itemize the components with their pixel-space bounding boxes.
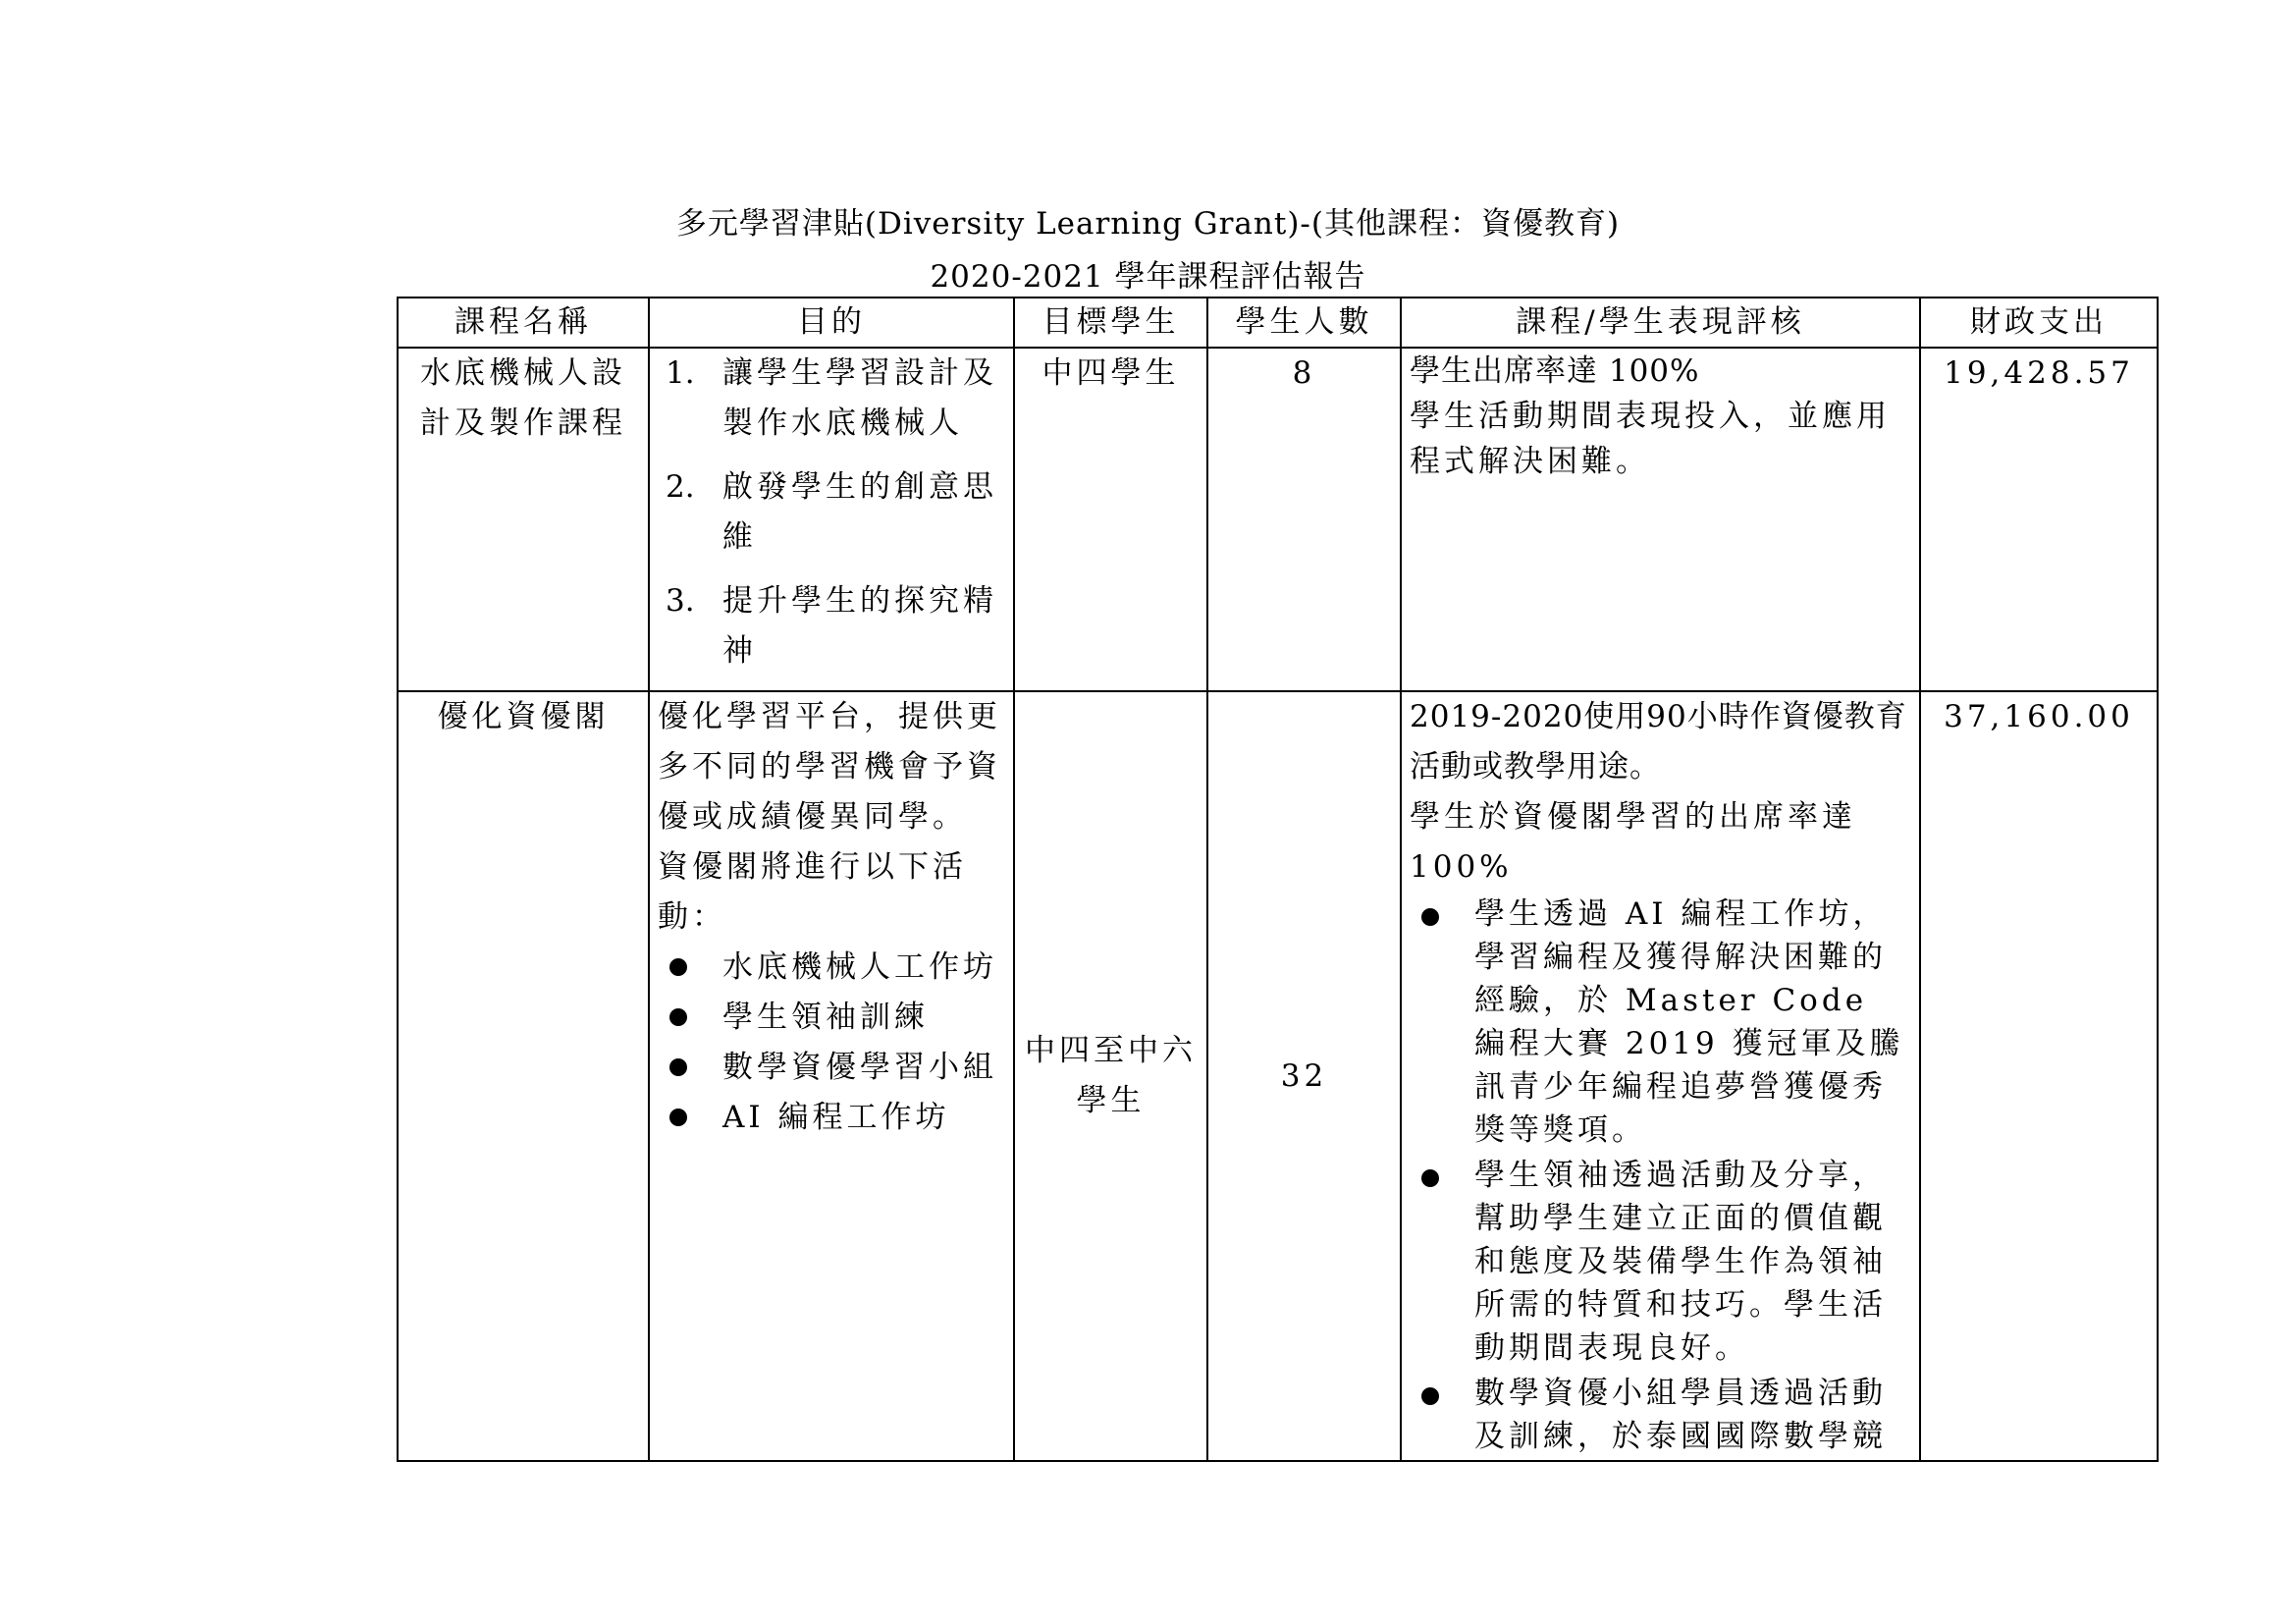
item-text: 水底機械人工作坊 [722, 949, 997, 985]
aims-cell [649, 348, 1014, 691]
header-course-name: 課程名稱 [398, 298, 649, 348]
evaluation-text: 學生出席率達 100% [1410, 353, 1700, 389]
list-item [658, 576, 1005, 677]
evaluation-cell [1401, 348, 1920, 691]
evaluation-cell [1401, 691, 1920, 1461]
list-item [1410, 1372, 1911, 1458]
table-row [398, 348, 2158, 691]
header-evaluation: 課程/學生表現評核 [1401, 298, 1920, 348]
bullet-icon [669, 1109, 687, 1126]
item-text: 學生領袖訓練 [722, 1000, 929, 1035]
header-expense: 財政支出 [1920, 298, 2158, 348]
bullet-icon [669, 958, 687, 976]
bullet-icon [669, 1058, 687, 1076]
expense-cell: 37,160.00 [1920, 691, 2158, 1461]
table-header-row [398, 298, 2158, 348]
aims-text: 資優閣將進行以下活動： [658, 849, 967, 935]
list-item [1410, 1154, 1911, 1370]
list-item [658, 1093, 1005, 1143]
target-students-cell: 中四學生 [1014, 348, 1207, 691]
item-text: 數學資優學習小組 [722, 1050, 997, 1085]
header-target-students: 目標學生 [1014, 298, 1207, 348]
list-item [658, 349, 1005, 449]
list-item [658, 1043, 1005, 1093]
report-subtitle: 2020-2021 學年課程評估報告 [930, 259, 1366, 295]
activity-list [658, 943, 1005, 1143]
student-count-cell: 8 [1207, 348, 1401, 691]
header-aims: 目的 [649, 298, 1014, 348]
evaluation-text: 2019-2020使用90小時作資優教育活動或教學用途。 [1410, 699, 1907, 785]
item-text: AI 編程工作坊 [722, 1100, 950, 1135]
item-text: 學生領袖透過活動及分享，幫助學生建立正面的價值觀和態度及裝備學生作為領袖所需的特質和技巧。學生活動期間表現良好。 [1474, 1158, 1887, 1366]
aims-text: 優化學習平台，提供更多不同的學習機會予資優或成績優異同學。 [658, 699, 1001, 835]
aims-list [658, 349, 1005, 677]
student-count-cell: 32 [1207, 691, 1401, 1461]
table-row [398, 691, 2158, 1461]
course-name-cell: 水底機械人設計及製作課程 [398, 348, 649, 691]
evaluation-list [1410, 893, 1911, 1458]
item-text: 提升學生的探究精神 [722, 583, 997, 669]
bullet-icon [1421, 908, 1439, 926]
expense-cell: 19,428.57 [1920, 348, 2158, 691]
list-item [658, 462, 1005, 563]
item-text: 啟發學生的創意思維 [722, 469, 997, 555]
header-student-count: 學生人數 [1207, 298, 1401, 348]
evaluation-text: 學生活動期間表現投入，並應用程式解決困難。 [1410, 399, 1891, 479]
course-name-cell: 優化資優閣 [398, 691, 649, 1461]
item-number: 2. [666, 469, 695, 505]
list-item [658, 993, 1005, 1043]
list-item [1410, 893, 1911, 1152]
bullet-icon [1421, 1169, 1439, 1187]
bullet-icon [669, 1008, 687, 1026]
report-title: 多元學習津貼(Diversity Learning Grant)-(其他課程：資優教育) [675, 206, 1621, 242]
item-number: 3. [666, 583, 695, 619]
item-text: 讓學生學習設計及製作水底機械人 [722, 355, 997, 441]
evaluation-text: 學生於資優閣學習的出席率達 100% [1410, 799, 1856, 885]
aims-cell [649, 691, 1014, 1461]
target-students-cell: 中四至中六學生 [1014, 691, 1207, 1461]
item-text: 學生透過 AI 編程工作坊，學習編程及獲得解決困難的經驗，於 Master Code 編程大賽 2019 獲冠軍及騰訊青少年編程追夢營獲優秀獎等獎項。 [1474, 896, 1904, 1148]
evaluation-table [397, 297, 2159, 1462]
list-item [658, 943, 1005, 993]
item-number: 1. [666, 355, 695, 391]
item-text: 數學資優小組學員透過活動及訓練，於泰國國際數學競 [1474, 1376, 1887, 1454]
bullet-icon [1421, 1387, 1439, 1405]
